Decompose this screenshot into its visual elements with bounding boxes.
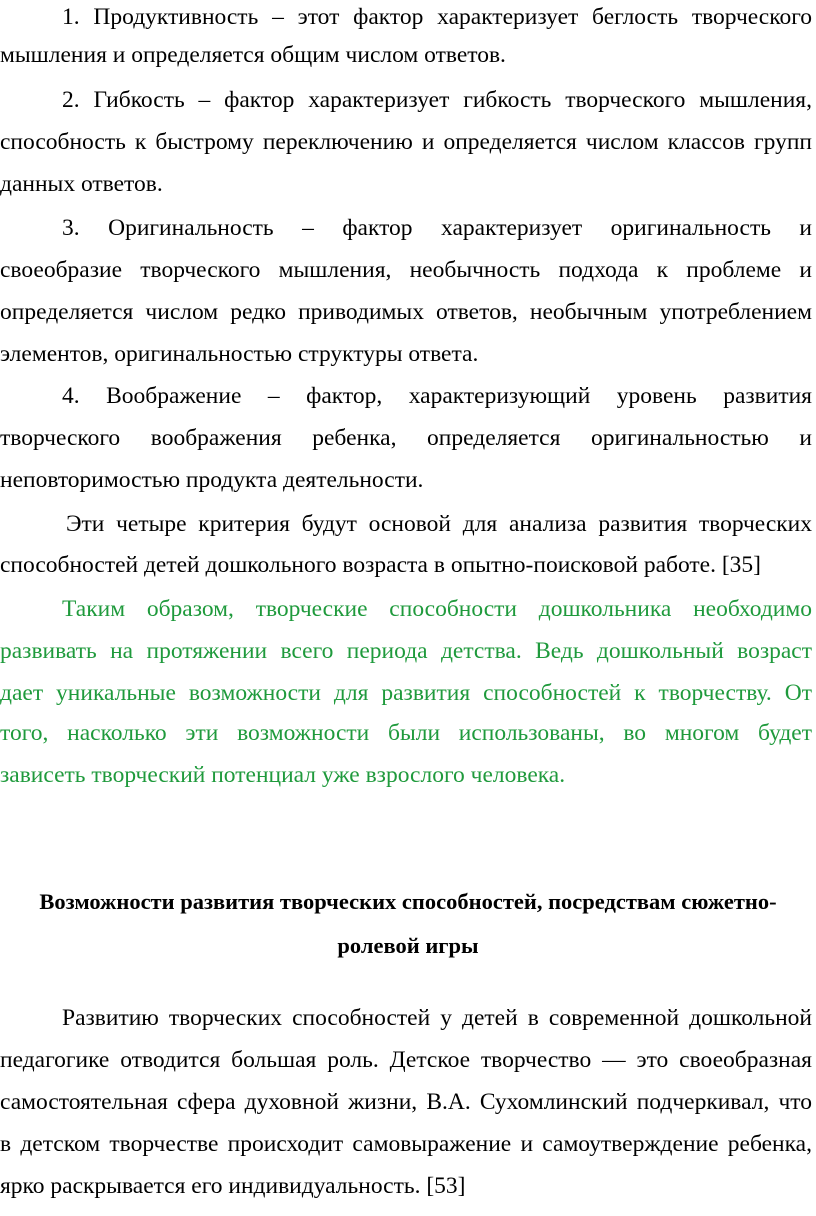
paragraph-7-line-2: педагогике отводится большая роль. Детское творчество — это своеобразная: [0, 1047, 812, 1073]
paragraph-6-line-1: Таким образом, творческие способности дошкольника необходимо: [62, 596, 812, 622]
paragraph-4-line-3: неповторимостью продукта деятельности.: [0, 467, 424, 493]
paragraph-4-line-2: творческого воображения ребенка, определяется оригинальностью и: [0, 425, 812, 451]
paragraph-7-line-1: Развитию творческих способностей у детей в современной дошкольной: [62, 1005, 812, 1031]
paragraph-4-line-1: 4. Воображение – фактор, характеризующий уровень развития: [62, 383, 812, 409]
paragraph-7-line-3: самостоятельная сфера духовной жизни, В.А. Сухомлинский подчеркивал, что: [0, 1089, 812, 1115]
paragraph-6-line-5: зависеть творческий потенциал уже взрослого человека.: [0, 762, 566, 788]
section-heading-line-1: Возможности развития творческих способностей, посредствам сюжетно-: [39, 889, 777, 914]
paragraph-6-line-4: того, насколько эти возможности были использованы, во многом будет: [0, 720, 812, 746]
paragraph-7-line-4: в детском творчестве происходит самовыражение и самоутверждение ребенка,: [0, 1131, 812, 1157]
section-heading-line-2: ролевой игры: [337, 933, 479, 958]
paragraph-3-line-3: определяется числом редко приводимых ответов, необычным употреблением: [0, 299, 812, 325]
paragraph-3-line-2: своеобразие творческого мышления, необычность подхода к проблеме и: [0, 257, 812, 283]
paragraph-1-line-1: 1. Продуктивность – этот фактор характеризует беглость творческого: [62, 4, 812, 30]
paragraph-7-line-5: ярко раскрывается его индивидуальность. [53]: [0, 1173, 466, 1199]
paragraph-2-line-2: способность к быстрому переключению и определяется числом классов групп: [0, 129, 812, 155]
paragraph-5-line-1: Эти четыре критерия будут основой для анализа развития творческих: [66, 511, 812, 537]
paragraph-5-line-2: способностей детей дошкольного возраста в опытно-поисковой работе. [35]: [0, 552, 761, 578]
paragraph-3-line-1: 3. Оригинальность – фактор характеризует оригинальность и: [62, 215, 812, 241]
paragraph-3-line-4: элементов, оригинальностью структуры ответа.: [0, 341, 479, 367]
paragraph-6-line-2: развивать на протяжении всего периода детства. Ведь дошкольный возраст: [0, 638, 812, 664]
paragraph-1-line-2: мышления и определяется общим числом ответов.: [0, 42, 506, 68]
paragraph-2-line-3: данных ответов.: [0, 171, 163, 197]
paragraph-2-line-1: 2. Гибкость – фактор характеризует гибкость творческого мышления,: [62, 87, 812, 113]
paragraph-6-line-3: дает уникальные возможности для развития способностей к творчеству. От: [0, 680, 812, 706]
